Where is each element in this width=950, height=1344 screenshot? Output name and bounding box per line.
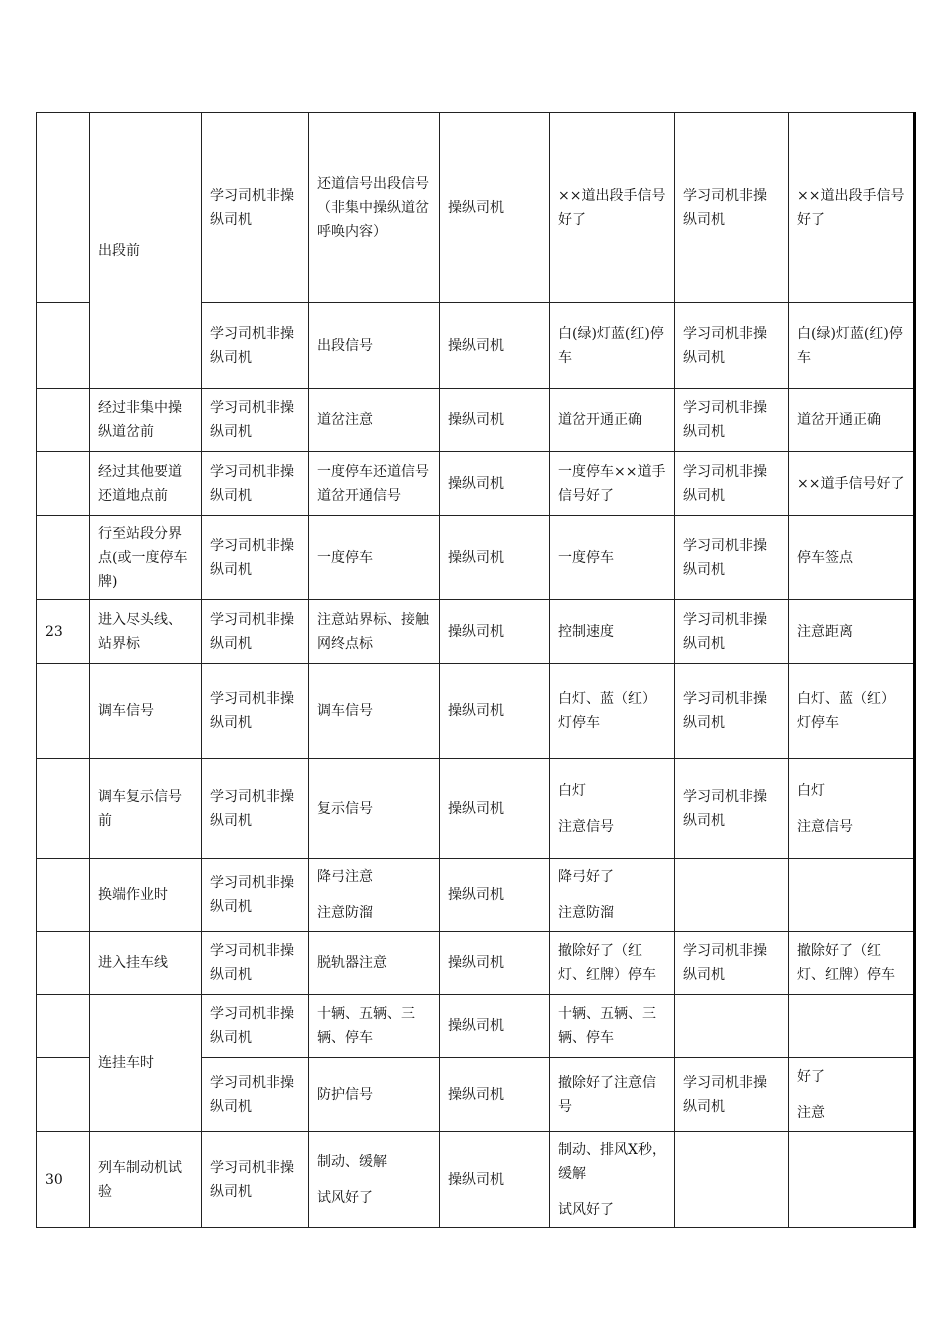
stage-cell: 经过非集中操纵道岔前 [90,389,202,452]
seq-cell: 23 [37,600,90,664]
response-cell: 十辆、五辆、三辆、停车 [550,995,675,1058]
stage-cell: 进入挂车线 [90,932,202,995]
confirm-cell [789,859,915,932]
caller-cell: 学习司机非操纵司机 [202,1132,309,1228]
responder-cell: 操纵司机 [440,759,550,859]
response-cell: 一度停车××道手信号好了 [550,452,675,516]
caller-cell: 学习司机非操纵司机 [202,389,309,452]
caller-cell: 学习司机非操纵司机 [202,303,309,389]
call-cell: 出段信号 [309,303,440,389]
confirm-cell: 道岔开通正确 [789,389,915,452]
response-cell: 撤除好了注意信号 [550,1058,675,1132]
call-cell: 注意站界标、接触网终点标 [309,600,440,664]
caller-cell: 学习司机非操纵司机 [202,759,309,859]
responder-cell: 操纵司机 [440,1058,550,1132]
confirmer-cell: 学习司机非操纵司机 [675,389,789,452]
call-cell: 十辆、五辆、三辆、停车 [309,995,440,1058]
table-row [37,932,915,995]
call-cell: 一度停车还道信号道岔开通信号 [309,452,440,516]
response-cell: 白灯 注意信号 [550,759,675,859]
table-row [37,1132,915,1228]
responder-cell: 操纵司机 [440,664,550,759]
responder-cell: 操纵司机 [440,516,550,600]
table-row [37,759,915,859]
responder-cell: 操纵司机 [440,600,550,664]
caller-cell: 学习司机非操纵司机 [202,113,309,303]
confirmer-cell: 学习司机非操纵司机 [675,516,789,600]
response-cell: 白(绿)灯蓝(红)停车 [550,303,675,389]
confirm-cell: ××道手信号好了 [789,452,915,516]
confirm-cell: 白灯、蓝（红）灯停车 [789,664,915,759]
confirmer-cell [675,995,789,1058]
call-cell: 道岔注意 [309,389,440,452]
call-cell: 脱轨器注意 [309,932,440,995]
caller-cell: 学习司机非操纵司机 [202,516,309,600]
response-cell: 撤除好了（红灯、红牌）停车 [550,932,675,995]
call-cell: 还道信号出段信号（非集中操纵道岔呼唤内容） [309,113,440,303]
response-cell: 一度停车 [550,516,675,600]
confirmer-cell: 学习司机非操纵司机 [675,113,789,303]
seq-cell [37,995,90,1058]
caller-cell: 学习司机非操纵司机 [202,664,309,759]
call-cell: 防护信号 [309,1058,440,1132]
response-cell: 道岔开通正确 [550,389,675,452]
confirmer-cell: 学习司机非操纵司机 [675,932,789,995]
caller-cell: 学习司机非操纵司机 [202,932,309,995]
call-cell: 复示信号 [309,759,440,859]
stage-cell: 调车复示信号前 [90,759,202,859]
response-cell: 降弓好了 注意防溜 [550,859,675,932]
call-cell: 制动、缓解 试风好了 [309,1132,440,1228]
confirm-cell: ××道出段手信号好了 [789,113,915,303]
confirmer-cell: 学习司机非操纵司机 [675,759,789,859]
stage-cell: 进入尽头线、站界标 [90,600,202,664]
seq-cell [37,303,90,389]
call-cell: 一度停车 [309,516,440,600]
confirm-cell: 白灯 注意信号 [789,759,915,859]
confirm-cell: 停车签点 [789,516,915,600]
stage-cell: 经过其他要道还道地点前 [90,452,202,516]
seq-cell [37,1058,90,1132]
caller-cell: 学习司机非操纵司机 [202,600,309,664]
confirmer-cell [675,1132,789,1228]
caller-cell: 学习司机非操纵司机 [202,859,309,932]
confirm-cell: 注意距离 [789,600,915,664]
seq-cell [37,516,90,600]
seq-cell [37,759,90,859]
confirm-cell [789,995,915,1058]
seq-cell [37,932,90,995]
responder-cell: 操纵司机 [440,452,550,516]
stage-cell: 调车信号 [90,664,202,759]
caller-cell: 学习司机非操纵司机 [202,452,309,516]
table-row [37,389,915,452]
responder-cell: 操纵司机 [440,859,550,932]
responder-cell: 操纵司机 [440,995,550,1058]
call-response-table [36,112,916,1228]
confirmer-cell: 学习司机非操纵司机 [675,303,789,389]
confirm-cell: 白(绿)灯蓝(红)停车 [789,303,915,389]
caller-cell: 学习司机非操纵司机 [202,995,309,1058]
response-cell: ××道出段手信号好了 [550,113,675,303]
response-cell: 白灯、蓝（红）灯停车 [550,664,675,759]
caller-cell: 学习司机非操纵司机 [202,1058,309,1132]
responder-cell: 操纵司机 [440,932,550,995]
confirmer-cell: 学习司机非操纵司机 [675,600,789,664]
seq-cell [37,452,90,516]
confirm-cell: 好了 注意 [789,1058,915,1132]
seq-cell: 30 [37,1132,90,1228]
response-cell: 制动、排风X秒，缓解 试风好了 [550,1132,675,1228]
confirmer-cell: 学习司机非操纵司机 [675,664,789,759]
seq-cell [37,859,90,932]
table-row [37,516,915,600]
table-row [37,600,915,664]
confirmer-cell: 学习司机非操纵司机 [675,1058,789,1132]
responder-cell: 操纵司机 [440,1132,550,1228]
call-cell: 降弓注意 注意防溜 [309,859,440,932]
call-cell: 调车信号 [309,664,440,759]
confirmer-cell: 学习司机非操纵司机 [675,452,789,516]
confirm-cell: 撤除好了（红灯、红牌）停车 [789,932,915,995]
stage-cell: 行至站段分界点(或一度停车牌) [90,516,202,600]
seq-cell [37,664,90,759]
table-row [37,113,915,303]
seq-cell [37,389,90,452]
seq-cell [37,113,90,303]
stage-cell: 连挂车时 [90,995,202,1132]
table-row [37,664,915,759]
table-row [37,452,915,516]
responder-cell: 操纵司机 [440,389,550,452]
responder-cell: 操纵司机 [440,303,550,389]
table-row [37,995,915,1058]
responder-cell: 操纵司机 [440,113,550,303]
response-cell: 控制速度 [550,600,675,664]
confirm-cell [789,1132,915,1228]
confirmer-cell [675,859,789,932]
stage-cell: 列车制动机试验 [90,1132,202,1228]
stage-cell: 出段前 [90,113,202,389]
table-row [37,859,915,932]
stage-cell: 换端作业时 [90,859,202,932]
